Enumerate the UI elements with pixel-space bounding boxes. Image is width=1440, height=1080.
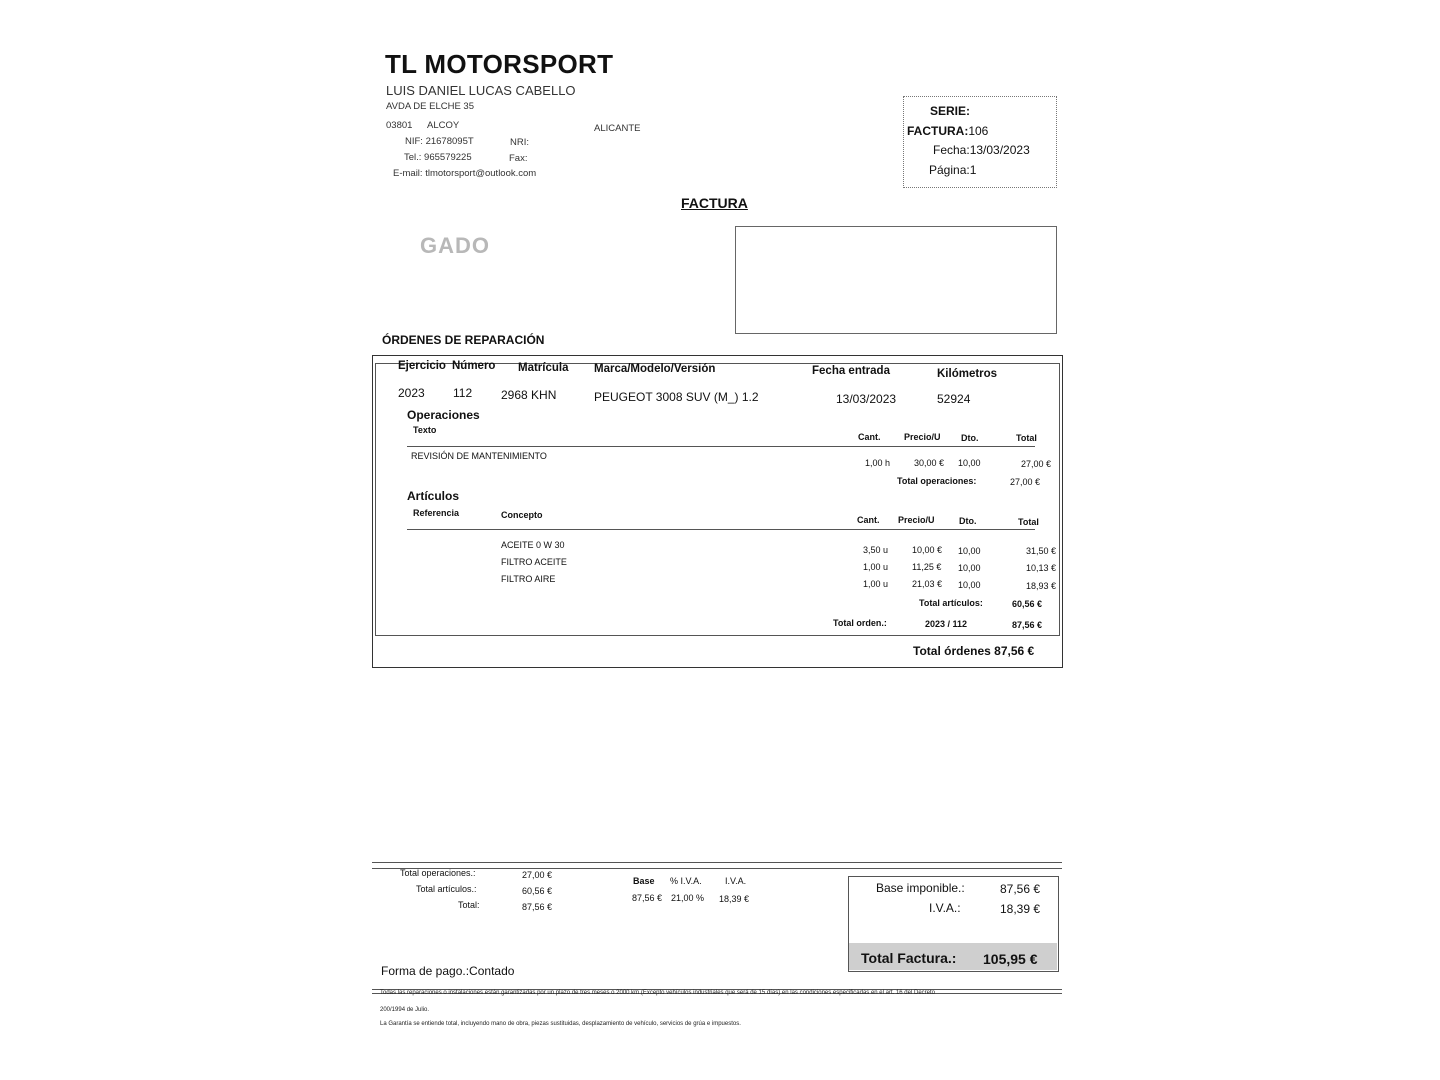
company-owner: LUIS DANIEL LUCAS CABELLO [386, 83, 576, 98]
invoice-info-box [903, 96, 1057, 188]
legal-line-2: 200/1994 de Julio. [380, 1007, 430, 1013]
arts-row-2-cant: 1,00 u [863, 562, 889, 572]
order-ejercicio: 2023 [398, 386, 425, 400]
summary-ops-value: 27,00 € [522, 870, 553, 880]
ops-total-label: Total operaciones: [897, 476, 977, 486]
summary-total-label: Total: [458, 900, 480, 910]
ops-header-rule [407, 446, 1035, 447]
ops-row-total: 27,00 € [1021, 459, 1052, 469]
arts-row-3-precio: 21,03 € [912, 579, 943, 589]
ops-row-precio: 30,00 € [914, 458, 945, 468]
order-numero: 112 [453, 386, 473, 400]
client-address-box [735, 226, 1057, 334]
tax-iva: 18,39 € [719, 894, 750, 904]
total-factura-value: 105,95 € [983, 951, 1038, 967]
arts-col-cant: Cant. [857, 515, 880, 525]
col-matricula: Matrícula [518, 362, 569, 374]
serie-label: SERIE: [930, 104, 971, 118]
company-address: AVDA DE ELCHE 35 [386, 101, 475, 112]
articulos-title: Artículos [407, 489, 460, 503]
fecha-label: Fecha: [933, 143, 970, 157]
arts-row-2-precio: 11,25 € [912, 562, 942, 572]
total-ordenes [913, 644, 1034, 658]
company-email: E-mail: tlmotorsport@outlook.com [393, 168, 537, 179]
factura-label: FACTURA: [907, 124, 969, 138]
company-nif: NIF: 21678095T [405, 136, 474, 147]
order-marca: PEUGEOT 3008 SUV (M_) 1.2 [594, 390, 759, 404]
fecha-row [933, 143, 1030, 157]
company-nri: NRI: [510, 137, 529, 148]
total-factura-label: Total Factura.: [861, 950, 957, 966]
company-province: ALICANTE [594, 123, 641, 134]
arts-row-1-precio: 10,00 € [912, 545, 943, 555]
arts-row-3-concepto: FILTRO AIRE [501, 574, 556, 584]
tax-base: 87,56 € [632, 893, 663, 903]
col-ejercicio: Ejercicio [398, 360, 446, 372]
footer-rule-top [372, 862, 1062, 863]
factura-row [907, 124, 988, 138]
arts-row-1-cant: 3,50 u [863, 545, 889, 555]
ops-col-precio: Precio/U [904, 432, 941, 442]
summary-total-value: 87,56 € [522, 902, 553, 912]
company-city: ALCOY [427, 120, 460, 131]
order-matricula: 2968 KHN [501, 388, 557, 402]
base-imponible-label: Base imponible.: [876, 881, 965, 895]
pagina-row [929, 163, 976, 177]
arts-col-total: Total [1018, 517, 1039, 527]
summary-arts-value: 60,56 € [522, 886, 553, 896]
tax-col-iva: I.V.A. [725, 876, 747, 886]
arts-row-1-dto: 10,00 [958, 546, 981, 556]
ops-col-cant: Cant. [858, 432, 881, 442]
faded-stamp: GADO [420, 233, 490, 258]
total-orden-value: 87,56 € [1012, 620, 1043, 630]
operaciones-title: Operaciones [407, 408, 480, 422]
company-zip: 03801 [386, 120, 413, 131]
pagina-value: 1 [969, 163, 977, 177]
pagina-label: Página: [929, 163, 970, 177]
ops-total-value: 27,00 € [1010, 477, 1041, 487]
arts-row-3-total: 18,93 € [1026, 581, 1057, 591]
company-name: TL MOTORSPORT [385, 49, 614, 79]
arts-total-label: Total artículos: [919, 598, 983, 608]
arts-row-1-total: 31,50 € [1026, 546, 1057, 556]
tax-col-pct: % I.V.A. [670, 876, 702, 886]
legal-line-1: Todas las reparaciones o instalaciones están garantizadas por un plazo de tres meses o 2000 km (Excepto vehículos industriales que será de 15 días) en las condiciones especificadas en el art. 16 del Decreto [380, 990, 935, 996]
ops-row-cant: 1,00 h [865, 458, 891, 468]
arts-total-value: 60,56 € [1012, 599, 1043, 609]
legal-line-3: La Garantía se entiende total, incluyendo mano de obra, piezas sustituidas, desplazamiento de vehículo, servicios de grúa e impuestos. [380, 1021, 741, 1027]
col-fecha-entrada: Fecha entrada [812, 365, 890, 377]
summary-ops-label: Total operaciones.: [400, 868, 476, 878]
factura-number: 106 [968, 124, 989, 138]
total-ordenes-value: 87,56 € [994, 644, 1035, 658]
ops-row-dto: 10,00 [958, 458, 981, 468]
ops-col-dto: Dto. [961, 433, 979, 443]
company-fax: Fax: [509, 153, 528, 164]
arts-col-precio: Precio/U [898, 515, 935, 525]
arts-header-rule [407, 529, 1035, 530]
order-fecha-entrada: 13/03/2023 [836, 392, 897, 406]
arts-row-1-concepto: ACEITE 0 W 30 [501, 540, 565, 550]
col-numero: Número [452, 360, 496, 372]
iva-label: I.V.A.: [929, 901, 961, 915]
col-marca: Marca/Modelo/Versión [594, 363, 716, 375]
company-tel: Tel.: 965579225 [404, 152, 472, 163]
tax-pct: 21,00 % [671, 893, 705, 903]
section-title: ÓRDENES DE REPARACIÓN [382, 333, 545, 347]
arts-row-3-dto: 10,00 [958, 580, 981, 590]
base-imponible-value: 87,56 € [1000, 882, 1041, 896]
arts-col-dto: Dto. [959, 516, 977, 526]
ops-row-texto: REVISIÓN DE MANTENIMIENTO [411, 451, 547, 461]
total-ordenes-label: Total órdenes [913, 644, 991, 658]
summary-arts-label: Total artículos.: [416, 884, 477, 894]
col-kilometros: Kilómetros [937, 368, 998, 380]
ops-col-texto: Texto [413, 425, 437, 435]
arts-row-2-concepto: FILTRO ACEITE [501, 557, 567, 567]
fecha-value: 13/03/2023 [969, 143, 1030, 157]
payment-method: Forma de pago.:Contado [381, 964, 515, 978]
document-title: FACTURA [681, 195, 748, 211]
arts-col-concepto: Concepto [501, 510, 543, 520]
arts-row-2-dto: 10,00 [958, 563, 981, 573]
arts-row-2-total: 10,13 € [1026, 563, 1057, 573]
tax-col-base: Base [633, 876, 655, 886]
order-km: 52924 [937, 392, 971, 406]
ops-col-total: Total [1016, 433, 1037, 443]
arts-col-referencia: Referencia [413, 508, 460, 518]
total-orden-label: Total orden.: [833, 618, 887, 628]
iva-value: 18,39 € [1000, 902, 1041, 916]
total-orden-ref: 2023 / 112 [925, 619, 968, 629]
arts-row-3-cant: 1,00 u [863, 579, 889, 589]
